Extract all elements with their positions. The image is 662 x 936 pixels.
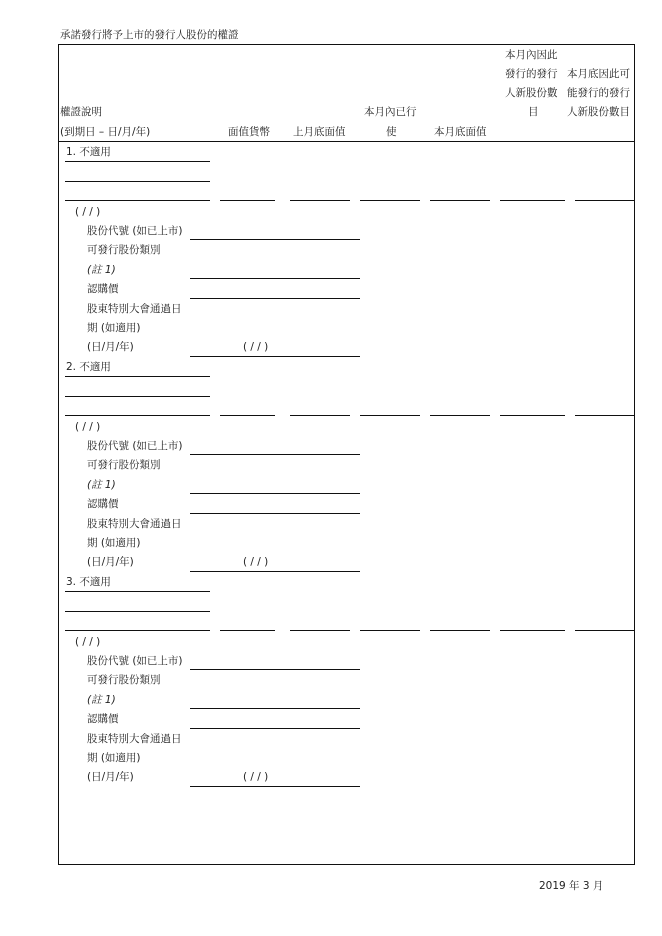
egm-label-1: 股東特別大會通過日	[87, 303, 182, 315]
desc-line-2[interactable]	[65, 396, 210, 397]
curr-par-field[interactable]	[430, 200, 490, 201]
header-prev-par: 上月底面值	[293, 126, 346, 138]
egm-label-1: 股東特別大會通過日	[87, 518, 182, 530]
expiry-date: ( / / )	[75, 206, 101, 218]
egm-label-2: 期 (如適用)	[87, 322, 141, 334]
class-field[interactable]	[190, 708, 360, 709]
desc-line-3[interactable]	[65, 630, 210, 631]
exercised-field[interactable]	[360, 415, 420, 416]
class-label: 可發行股份類別	[87, 459, 161, 471]
stock-code-label: 股份代號 (如已上市)	[87, 440, 183, 452]
class-label: 可發行股份類別	[87, 244, 161, 256]
header-issued-3: 人新股份數	[505, 87, 558, 99]
subscription-price-label: 認購價	[87, 498, 119, 510]
header-exercised-line2: 使	[386, 126, 397, 138]
issuable-field[interactable]	[575, 200, 635, 201]
egm-label-2: 期 (如適用)	[87, 752, 141, 764]
desc-line-2[interactable]	[65, 611, 210, 612]
section-number: 3. 不適用	[66, 576, 111, 588]
egm-date: ( / / )	[243, 771, 269, 783]
subscription-price-field[interactable]	[190, 728, 360, 729]
stock-code-label: 股份代號 (如已上市)	[87, 225, 183, 237]
header-issued-4: 目	[528, 106, 539, 118]
header-issuable-1: 本月底因此可	[567, 68, 630, 80]
exercised-field[interactable]	[360, 630, 420, 631]
currency-field[interactable]	[220, 200, 275, 201]
header-issuable-2: 能發行的發行	[567, 87, 630, 99]
desc-line-3[interactable]	[65, 415, 210, 416]
egm-date: ( / / )	[243, 341, 269, 353]
expiry-date: ( / / )	[75, 636, 101, 648]
section-number: 1. 不適用	[66, 146, 111, 158]
currency-field[interactable]	[220, 630, 275, 631]
section-3	[0, 430, 662, 830]
header-curr-par: 本月底面值	[434, 126, 487, 138]
section-number: 2. 不適用	[66, 361, 111, 373]
egm-label-1: 股東特別大會通過日	[87, 733, 182, 745]
header-issued-1: 本月內因此	[505, 49, 558, 61]
header-issued-2: 發行的發行	[505, 68, 558, 80]
egm-label-2: 期 (如適用)	[87, 537, 141, 549]
subscription-price-label: 認購價	[87, 713, 119, 725]
desc-line-1[interactable]	[65, 376, 210, 377]
class-label: 可發行股份類別	[87, 674, 161, 686]
desc-line-1[interactable]	[65, 161, 210, 162]
issuable-field[interactable]	[575, 630, 635, 631]
issuable-field[interactable]	[575, 415, 635, 416]
egm-date-field[interactable]	[190, 786, 360, 787]
curr-par-field[interactable]	[430, 415, 490, 416]
issued-field[interactable]	[500, 200, 565, 201]
issued-field[interactable]	[500, 415, 565, 416]
curr-par-field[interactable]	[430, 630, 490, 631]
egm-label-3: (日/月/年)	[87, 771, 134, 783]
header-currency: 面值貨幣	[228, 126, 270, 138]
desc-line-1[interactable]	[65, 591, 210, 592]
expiry-date: ( / / )	[75, 421, 101, 433]
note-label: (註 1)	[87, 264, 116, 276]
desc-line-2[interactable]	[65, 181, 210, 182]
issued-field[interactable]	[500, 630, 565, 631]
header-issuable-3: 人新股份數目	[567, 106, 630, 118]
note-label: (註 1)	[87, 694, 116, 706]
stock-code-field[interactable]	[190, 669, 360, 670]
desc-line-3[interactable]	[65, 200, 210, 201]
egm-date: ( / / )	[243, 556, 269, 568]
prev-par-field[interactable]	[290, 415, 350, 416]
prev-par-field[interactable]	[290, 630, 350, 631]
exercised-field[interactable]	[360, 200, 420, 201]
header-exercised-line1: 本月內已行	[364, 106, 417, 118]
stock-code-label: 股份代號 (如已上市)	[87, 655, 183, 667]
note-label: (註 1)	[87, 479, 116, 491]
header-desc-line1: 權證說明	[60, 106, 102, 118]
egm-label-3: (日/月/年)	[87, 341, 134, 353]
header-desc-line2: (到期日 – 日/月/年)	[60, 126, 151, 138]
footer-date: 2019 年 3 月	[539, 880, 604, 892]
egm-label-3: (日/月/年)	[87, 556, 134, 568]
subscription-price-label: 認購價	[87, 283, 119, 295]
page-title: 承諾發行將予上市的發行人股份的權證	[60, 29, 239, 41]
currency-field[interactable]	[220, 415, 275, 416]
prev-par-field[interactable]	[290, 200, 350, 201]
